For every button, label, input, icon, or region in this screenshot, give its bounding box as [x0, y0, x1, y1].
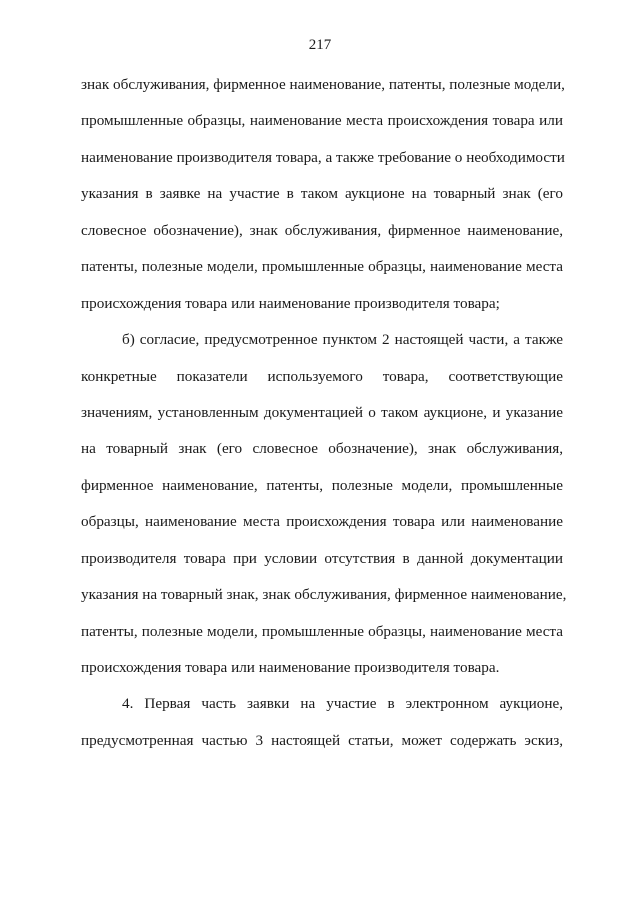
document-body: [81, 73, 567, 765]
text-line: предусмотренная частью 3 настоящей статьи, может содержать эскиз,: [81, 731, 563, 749]
text-line: указания в заявке на участие в таком аукционе на товарный знак (его: [81, 185, 563, 203]
text-line: конкретные показатели используемого товара, соответствующие: [81, 367, 563, 385]
text-line: словесное обозначение), знак обслуживания, фирменное наименование,: [81, 221, 563, 239]
text-line: на товарный знак (его словесное обозначение), знак обслуживания,: [81, 440, 563, 458]
text-line: промышленные образцы, наименование места происхождения товара или: [81, 112, 563, 130]
page-number: 217: [308, 37, 332, 53]
text-line: патенты, полезные модели, промышленные образцы, наименование места: [81, 258, 563, 276]
text-line: образцы, наименование места происхождения товара или наименование: [81, 513, 563, 531]
text-line: производителя товара при условии отсутствия в данной документации: [81, 549, 563, 567]
text-line: знак обслуживания, фирменное наименование, патенты, полезные модели,: [81, 76, 565, 93]
text-line: наименование производителя товара, а также требование о необходимости: [81, 148, 565, 166]
text-line: значениям, установленным документацией о таком аукционе, и указание: [81, 403, 563, 421]
text-line: указания на товарный знак, знак обслуживания, фирменное наименование,: [81, 586, 567, 604]
text-line: фирменное наименование, патенты, полезные модели, промышленные: [81, 476, 563, 494]
text-line-last: происхождения товара или наименование производителя товара.: [81, 659, 500, 676]
paragraph-first-line: 4. Первая часть заявки на участие в электронном аукционе,: [122, 695, 563, 713]
text-line: патенты, полезные модели, промышленные образцы, наименование места: [81, 622, 563, 640]
text-line-last: происхождения товара или наименование производителя товара;: [81, 294, 500, 312]
paragraph-first-line: б) согласие, предусмотренное пунктом 2 настоящей части, а также: [122, 331, 563, 349]
